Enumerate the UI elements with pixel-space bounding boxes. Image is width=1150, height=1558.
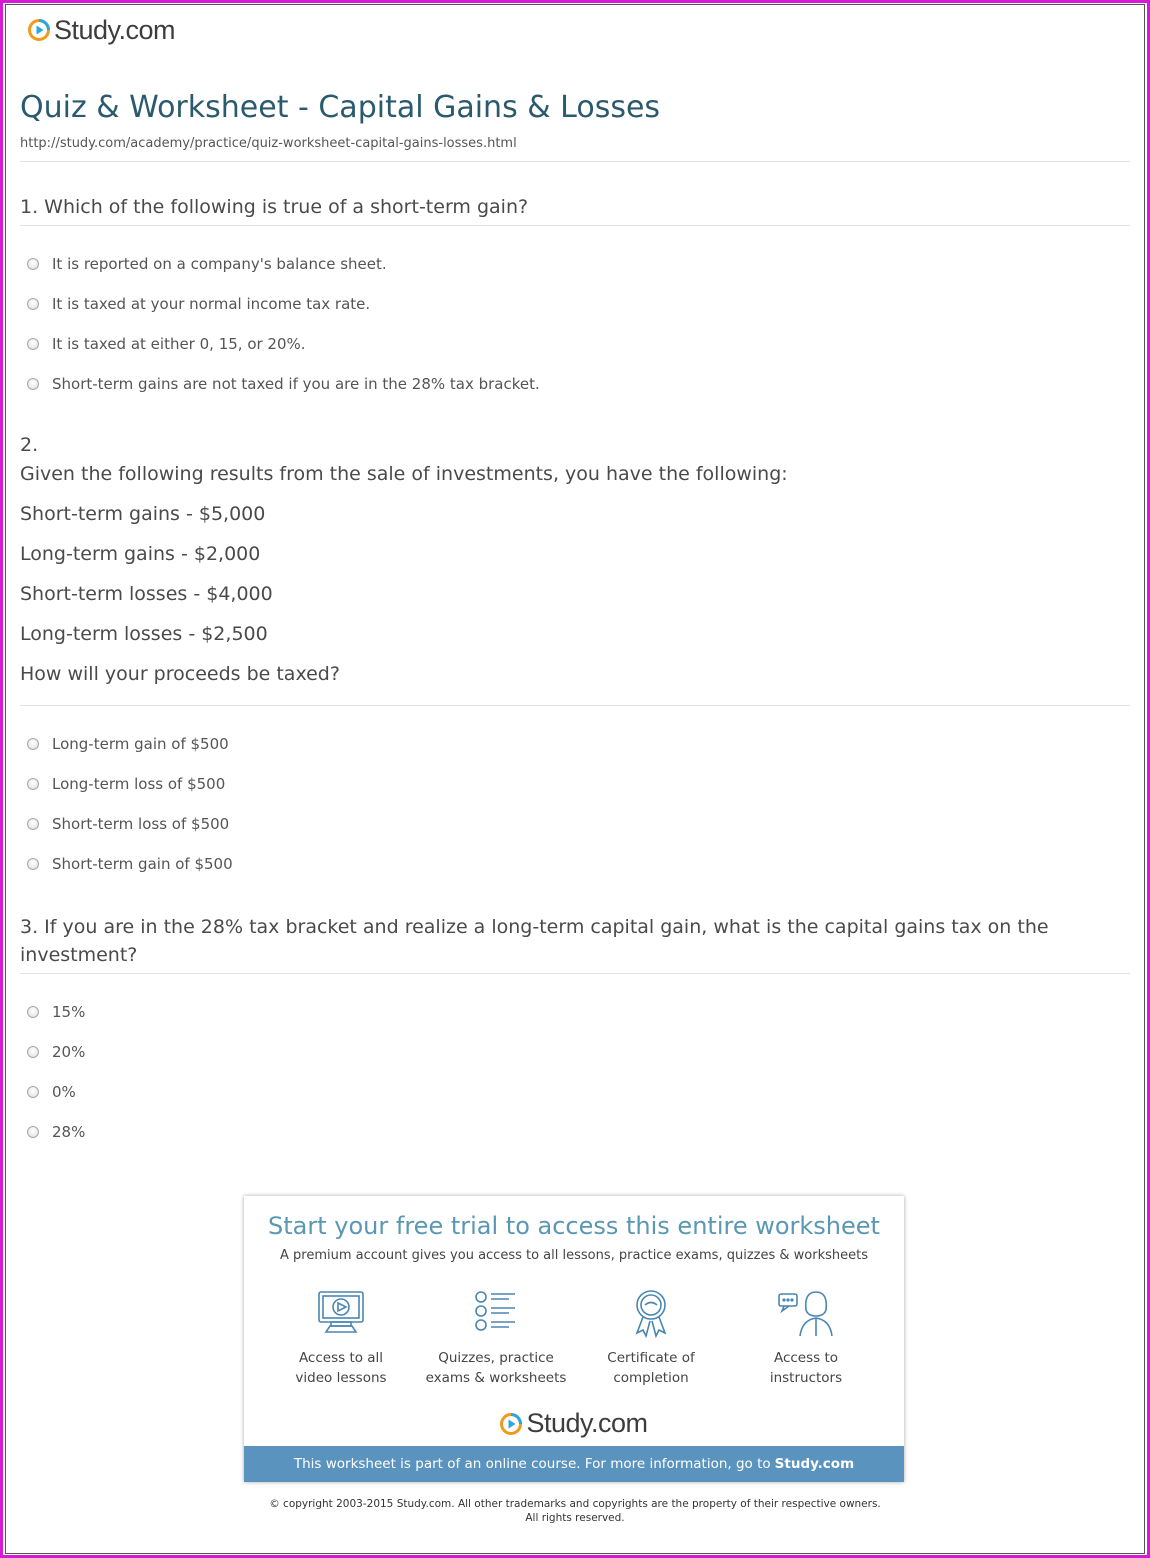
radio-button[interactable] <box>27 1046 39 1058</box>
course-info-text: This worksheet is part of an online course. For more information, go to <box>293 1456 771 1472</box>
radio-button[interactable] <box>27 338 39 350</box>
question-1-text: 1. Which of the following is true of a short-term gain? <box>20 196 529 218</box>
quiz-list-icon <box>471 1288 521 1338</box>
option-label: 28% <box>52 1123 86 1141</box>
feature-label: Quizzes, practice exams & worksheets <box>425 1350 567 1386</box>
study-link[interactable]: Study.com <box>774 1456 855 1472</box>
radio-button[interactable] <box>27 1006 39 1018</box>
option-label: Short-term loss of $500 <box>52 815 230 833</box>
feature-label: Access to instructors <box>769 1350 843 1386</box>
option-label: It is reported on a company's balance sheet. <box>52 255 387 273</box>
question-2-option-a[interactable] <box>27 735 229 753</box>
question-2-option-c[interactable] <box>27 815 229 833</box>
question-2-line: Long-term gains - $2,000 <box>20 543 261 565</box>
divider <box>20 705 1130 706</box>
instructor-icon <box>776 1288 836 1338</box>
option-label: It is taxed at either 0, 15, or 20%. <box>52 335 306 353</box>
course-info-bar <box>244 1446 904 1482</box>
option-label: 15% <box>52 1003 86 1021</box>
logo-text: Study.com <box>54 14 176 45</box>
promo-study-logo[interactable] <box>244 1408 904 1439</box>
divider <box>20 225 1130 226</box>
option-label: 20% <box>52 1043 86 1061</box>
question-3-option-d[interactable] <box>27 1123 85 1141</box>
question-2-line: How will your proceeds be taxed? <box>20 663 340 685</box>
question-3-option-a[interactable] <box>27 1003 85 1021</box>
feature-video-lessons <box>266 1288 416 1388</box>
radio-button[interactable] <box>27 1126 39 1138</box>
question-2-option-b[interactable] <box>27 775 225 793</box>
question-2-option-d[interactable] <box>27 855 233 873</box>
question-1-option-d[interactable] <box>27 375 540 393</box>
certificate-ribbon-icon <box>626 1288 676 1338</box>
question-3-option-b[interactable] <box>27 1043 85 1061</box>
feature-instructors <box>731 1288 881 1388</box>
radio-button[interactable] <box>27 778 39 790</box>
option-label: Short-term gain of $500 <box>52 855 233 873</box>
option-label: It is taxed at your normal income tax rate. <box>52 295 371 313</box>
question-3-text-cont: investment? <box>20 944 138 966</box>
question-2-line: Short-term gains - $5,000 <box>20 503 266 525</box>
option-label: Short-term gains are not taxed if you are in the 28% tax bracket. <box>52 375 540 393</box>
option-label: Long-term gain of $500 <box>52 735 229 753</box>
question-2-line: Long-term losses - $2,500 <box>20 623 268 645</box>
page-title: Quiz & Worksheet - Capital Gains & Losses <box>20 90 661 125</box>
question-2-line: Short-term losses - $4,000 <box>20 583 273 605</box>
logo-play-icon <box>500 1413 522 1435</box>
radio-button[interactable] <box>27 818 39 830</box>
question-3-option-c[interactable] <box>27 1083 76 1101</box>
promo-title[interactable]: Start your free trial to access this entire worksheet <box>268 1212 880 1240</box>
question-3-text: 3. If you are in the 28% tax bracket and realize a long-term capital gain, what is the capital gains tax on the <box>20 916 1049 938</box>
promo-subtitle: A premium account gives you access to all lessons, practice exams, quizzes & worksheets <box>280 1248 868 1263</box>
feature-certificate <box>576 1288 726 1388</box>
question-1-option-b[interactable] <box>27 295 370 313</box>
option-label: 0% <box>52 1083 76 1101</box>
radio-button[interactable] <box>27 258 39 270</box>
question-2-line: Given the following results from the sale of investments, you have the following: <box>20 463 788 485</box>
question-1-option-c[interactable] <box>27 335 306 353</box>
radio-button[interactable] <box>27 738 39 750</box>
divider <box>20 161 1130 162</box>
video-lesson-icon <box>316 1288 366 1338</box>
divider <box>20 973 1130 974</box>
radio-button[interactable] <box>27 378 39 390</box>
logo-text: Study.com <box>526 1408 648 1438</box>
option-label: Long-term loss of $500 <box>52 775 226 793</box>
page-url: http://study.com/academy/practice/quiz-worksheet-capital-gains-losses.html <box>20 136 517 151</box>
feature-label: Access to all video lessons <box>295 1350 387 1386</box>
feature-quizzes <box>421 1288 571 1388</box>
copyright-notice: © copyright 2003-2015 Study.com. All other trademarks and copyrights are the property of their respective owners. All rights reserved. <box>269 1498 881 1524</box>
study-logo[interactable] <box>28 14 175 46</box>
free-trial-promo <box>244 1196 904 1482</box>
feature-label: Certificate of completion <box>607 1350 695 1386</box>
question-2-number: 2. <box>20 434 39 456</box>
radio-button[interactable] <box>27 858 39 870</box>
logo-play-icon <box>28 19 50 41</box>
question-1-option-a[interactable] <box>27 255 387 273</box>
radio-button[interactable] <box>27 298 39 310</box>
radio-button[interactable] <box>27 1086 39 1098</box>
